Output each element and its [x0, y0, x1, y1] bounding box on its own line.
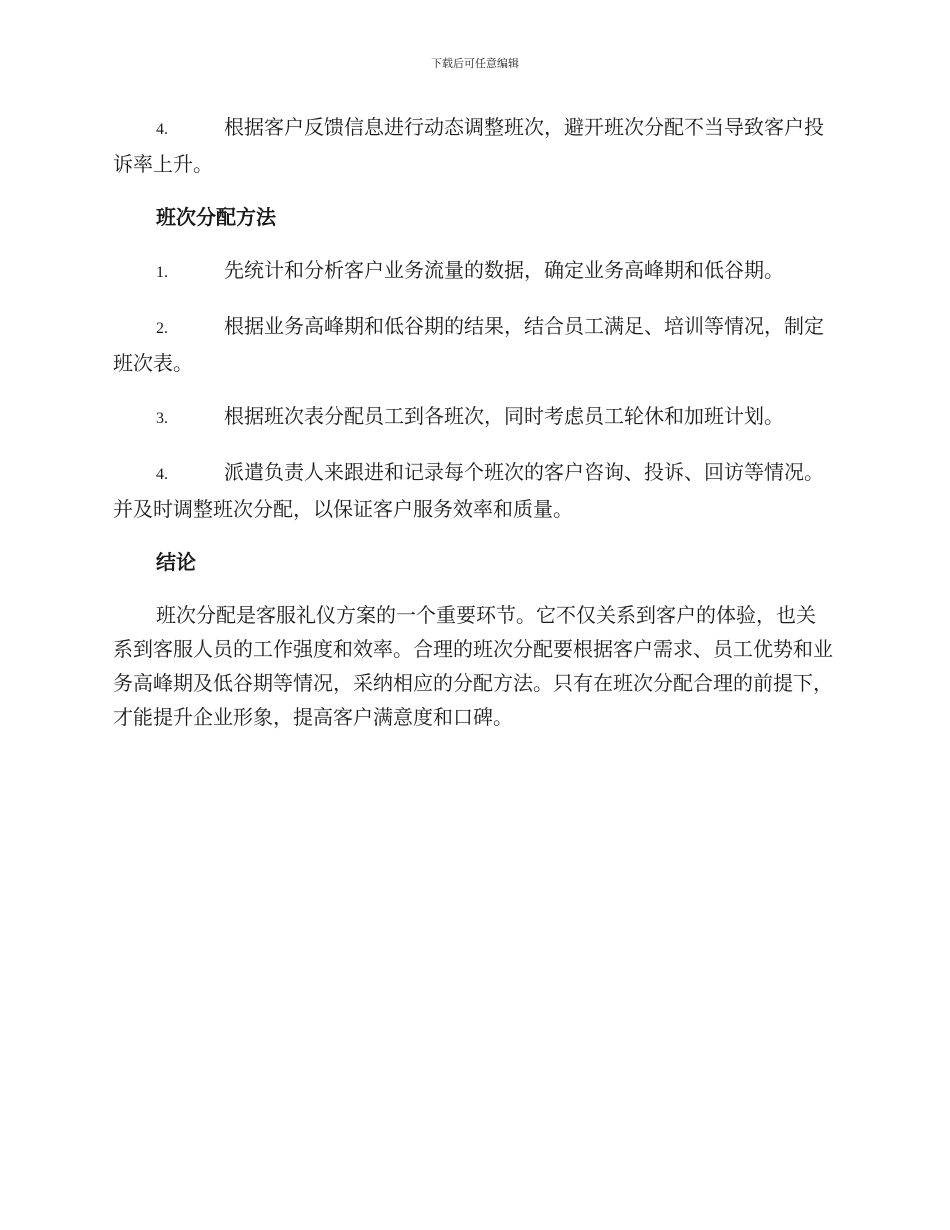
list-item-text: 根据客户反馈信息进行动态调整班次，避开班次分配不当导致客户投诉率上升。 [113, 115, 824, 176]
list-item [113, 110, 835, 181]
list-item-text: 根据班次表分配员工到各班次，同时考虑员工轮休和加班计划。 [224, 404, 784, 428]
list-item-number: 1. [156, 264, 168, 281]
list-item-number: 4. [156, 466, 168, 483]
section-heading-method: 班次分配方法 [156, 205, 276, 229]
conclusion-paragraph: 班次分配是客服礼仪方案的一个重要环节。它不仅关系到客户的体验，也关系到客服人员的工作强度和效率。合理的班次分配要根据客户需求、员工优势和业务高峰期及低谷期等情况，采纳相应的分配方法。只有在班次分配合理的前提下，才能提升企业形象，提高客户满意度和口碑。 [113, 603, 833, 729]
list-item [113, 455, 835, 526]
list-item-text: 根据业务高峰期和低谷期的结果，结合员工满足、培训等情况，制定班次表。 [113, 314, 824, 375]
list-item-number: 4. [156, 121, 168, 138]
page-header: 下载后可任意编辑 [431, 57, 519, 70]
list-item [113, 399, 835, 436]
section-heading-conclusion: 结论 [156, 550, 196, 574]
document-body [113, 110, 835, 734]
list-item [113, 309, 835, 380]
list-item-text: 先统计和分析客户业务流量的数据，确定业务高峰期和低谷期。 [224, 258, 784, 282]
list-item [113, 253, 835, 290]
list-item-text: 派遣负责人来跟进和记录每个班次的客户咨询、投诉、回访等情况。并及时调整班次分配，以保证客户服务效率和质量。 [113, 460, 824, 521]
list-item-number: 3. [156, 410, 168, 427]
list-item-number: 2. [156, 320, 168, 337]
